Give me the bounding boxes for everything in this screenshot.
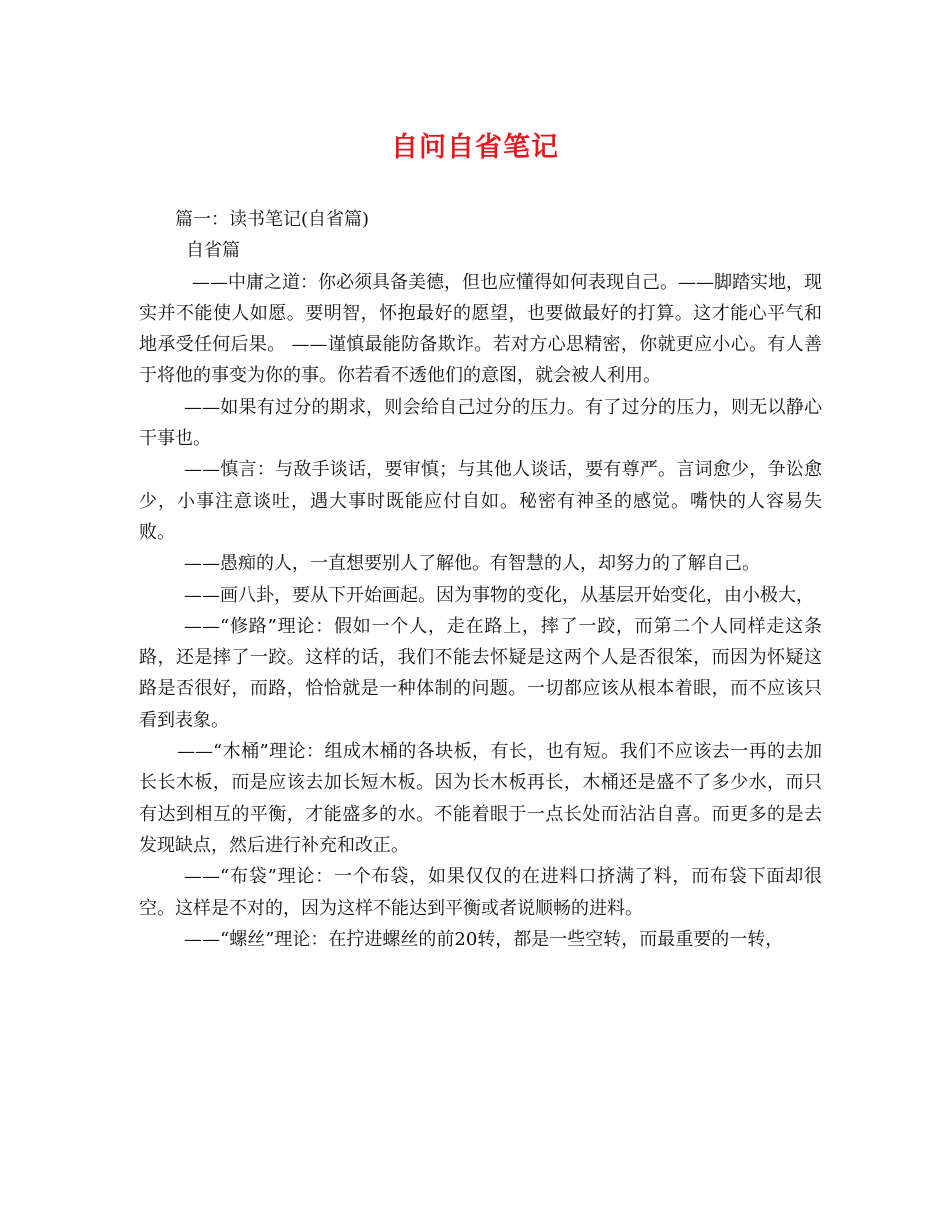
paragraph: ——愚痴的人，一直想要别人了解他。有智慧的人，却努力的了解自己。 <box>184 553 760 575</box>
paragraph: ——“布袋”理论：一个布袋，如果仅仅的在进料口挤满了料，而布袋下面却很空。这样是不对的，因为这样不能达到平衡或者说顺畅的进料。 <box>139 866 822 919</box>
paragraph: ——“螺丝”理论：在拧进螺丝的前20转，都是一些空转，而最重要的一转， <box>184 928 784 950</box>
document-body <box>139 204 822 955</box>
paragraph: ——慎言：与敌手谈话，要审慎；与其他人谈话，要有尊严。言词愈少，争讼愈少，小事注意谈吐，遇大事时既能应付自如。秘密有神圣的感觉。嘴快的人容易失败。 <box>139 459 822 543</box>
paragraph: ——“修路”理论：假如一个人，走在路上，摔了一跤，而第二个人同样走这条路，还是摔了一跤。这样的话，我们不能去怀疑是这两个人是否很笨，而因为怀疑这路是否很好，而路，恰恰就是一种体制的问题。一切都应该从根本着眼，而不应该只看到表象。 <box>139 615 822 731</box>
paragraph: ——中庸之道：你必须具备美德，但也应懂得如何表现自己。——脚踏实地，现实并不能使人如愿。要明智，怀抱最好的愿望，也要做最好的打算。这才能心平气和地承受任何后果。 ——谨慎最能防备欺诈。若对方心思精密，你就更应小心。有人善于将他的事变为你的事。你若看不透他们的意图，就会被人利用。 <box>139 271 822 387</box>
section-heading: 篇一：读书笔记(自省篇) <box>175 209 370 230</box>
paragraph: ——“木桶”理论：组成木桶的各块板，有长，也有短。我们不应该去一再的去加长长木板，而是应该去加长短木板。因为长木板再长，木桶还是盛不了多少水，而只有达到相互的平衡，才能盛多的水。不能着眼于一点长处而沾沾自喜。而更多的是去发现缺点，然后进行补充和改正。 <box>139 741 822 856</box>
subsection-heading: 自省篇 <box>186 240 240 262</box>
paragraph: ——如果有过分的期求，则会给自己过分的压力。有了过分的压力，则无以静心干事也。 <box>139 396 822 450</box>
paragraph: ——画八卦，要从下开始画起。因为事物的变化，从基层开始变化，由小极大， <box>184 584 814 606</box>
document-title: 自问自省笔记 <box>391 132 559 163</box>
